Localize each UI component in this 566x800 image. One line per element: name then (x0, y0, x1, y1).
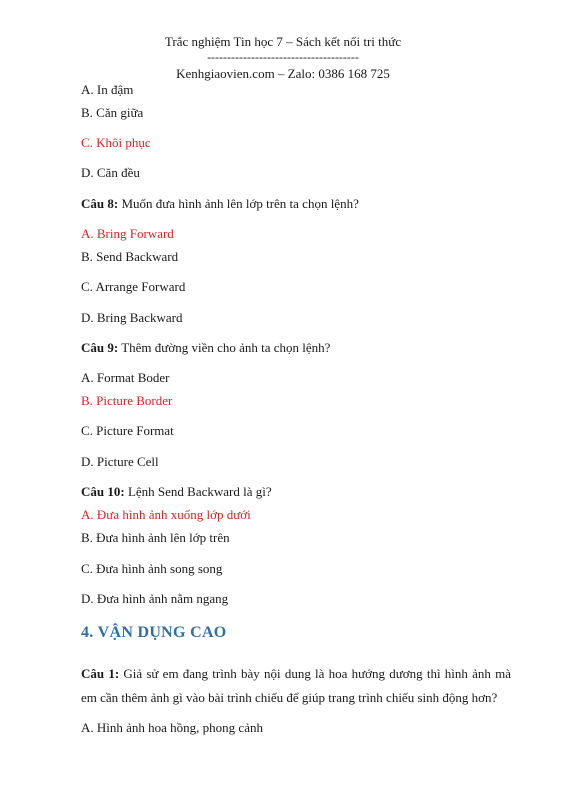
option-d: D. Căn đều (81, 165, 140, 180)
option-d: D. Picture Cell (81, 454, 159, 469)
section-heading: 4. VẬN DỤNG CAO (81, 624, 227, 641)
question-9 (81, 340, 330, 356)
question-1 (81, 662, 511, 710)
header-title: Trắc nghiệm Tin học 7 – Sách kết nối tri thức (164, 34, 402, 49)
header-contact: Kenhgiaovien.com – Zalo: 0386 168 725 (176, 66, 390, 81)
option-a-answer: A. Đưa hình ảnh xuống lớp dưới (81, 507, 251, 522)
option-c: C. Đưa hình ảnh song song (81, 561, 223, 576)
question-10 (81, 484, 272, 500)
question-text: Muốn đưa hình ảnh lên lớp trên ta chọn lệnh? (118, 196, 359, 211)
option-d: D. Đưa hình ảnh nằm ngang (81, 591, 229, 606)
option-a: A. In đậm (81, 82, 134, 97)
question-8 (81, 196, 359, 212)
question-label: Câu 10: (81, 484, 125, 499)
option-b: B. Đưa hình ảnh lên lớp trên (81, 530, 230, 545)
question-label: Câu 9: (81, 340, 119, 355)
option-d: D. Bring Backward (81, 310, 183, 325)
option-a-answer: A. Bring Forward (81, 226, 174, 241)
question-label: Câu 1: (81, 666, 120, 681)
option-c-answer: C. Khôi phục (81, 135, 151, 150)
header-divider: -------------------------------------- (207, 50, 359, 64)
option-b-answer: B. Picture Border (81, 393, 173, 408)
option-a: A. Format Boder (81, 370, 170, 385)
option-c: C. Picture Format (81, 423, 174, 438)
option-a: A. Hình ảnh hoa hồng, phong cảnh (81, 720, 263, 735)
question-text: Thêm đường viền cho ảnh ta chọn lệnh? (118, 340, 331, 355)
option-b: B. Send Backward (81, 249, 179, 264)
option-b: B. Căn giữa (81, 105, 144, 120)
question-text: Giả sử em đang trình bày nội dung là hoa hướng dương thì hình ảnh mà em cần thêm ảnh gì vào bài trình chiếu để giúp trang trình chiếu sinh động hơn? (81, 666, 511, 705)
question-label: Câu 8: (81, 196, 119, 211)
question-text: Lệnh Send Backward là gì? (124, 484, 272, 499)
option-c: C. Arrange Forward (81, 279, 186, 294)
